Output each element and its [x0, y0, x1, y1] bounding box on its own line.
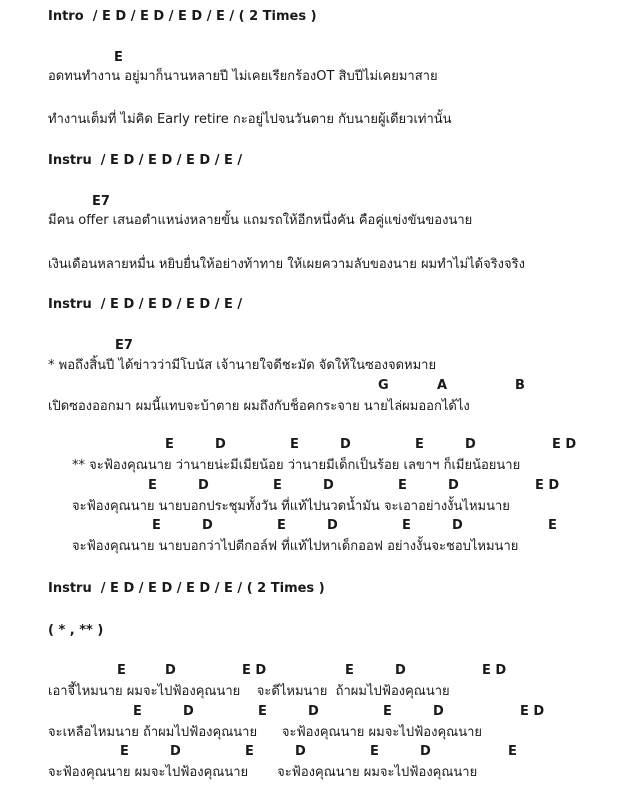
chord: E: [402, 518, 411, 533]
intro-line: Intro / E D / E D / E D / E / ( 2 Times ): [48, 9, 317, 24]
chord: D: [465, 437, 476, 452]
chord: B: [515, 378, 525, 393]
chord: E: [165, 437, 174, 452]
instru-line: Instru / E D / E D / E D / E / ( 2 Times ): [48, 581, 325, 596]
lyric-line: เปิดซองออกมา ผมนี้แทบจะบ้าตาย ผมถึงกับช็อคกระจาย นายไล่ผมออกได้ไง: [48, 399, 470, 414]
lyric-line: จะฟ้องคุณนาย นายบอกประชุมทั้งวัน ที่แท้ไปนวดน้ำมัน จะเอาอย่างงั้นไหมนาย: [72, 499, 510, 514]
lyric-line: อดทนทำงาน อยู่มาก็นานหลายปี ไม่เคยเรียกร้องOT สิบปีไม่เคยมาสาย: [48, 69, 438, 84]
chord: E D: [482, 663, 507, 678]
lyric-line: เอาจี้ไหมนาย ผมจะไปฟ้องคุณนาย จะดีไหมนาย ถ้าผมไปฟ้องคุณนาย: [48, 684, 450, 699]
chord: E: [277, 518, 286, 533]
chord: E: [120, 744, 129, 759]
chord: A: [437, 378, 448, 393]
chord: E: [114, 50, 123, 65]
chord: E: [415, 437, 424, 452]
chord: D: [327, 518, 338, 533]
chord: E D: [535, 478, 560, 493]
lyric-line: เงินเดือนหลายหมื่น หยิบยื่นให้อย่างท้าทาย ให้เผยความลับของนาย ผมทำไม่ได้จริงจริง: [48, 257, 525, 272]
chord: G: [378, 378, 389, 393]
chord: D: [295, 744, 306, 759]
chord: E: [152, 518, 161, 533]
chord: D: [198, 478, 209, 493]
chord: E7: [115, 338, 133, 353]
chord: D: [183, 704, 194, 719]
chord: E: [148, 478, 157, 493]
chord: E: [383, 704, 392, 719]
chord: D: [452, 518, 463, 533]
repeat-marker: ( * , ** ): [48, 623, 104, 638]
chord: D: [215, 437, 226, 452]
chord: E: [398, 478, 407, 493]
chord: D: [323, 478, 334, 493]
chord: E: [117, 663, 126, 678]
chord: E: [273, 478, 282, 493]
chord: E7: [92, 194, 110, 209]
chord: E: [370, 744, 379, 759]
chord: D: [165, 663, 176, 678]
chord: D: [448, 478, 459, 493]
chord: E D: [552, 437, 577, 452]
chord: D: [170, 744, 181, 759]
chord: D: [420, 744, 431, 759]
chord: E: [258, 704, 267, 719]
chord: E: [133, 704, 142, 719]
chord: E: [508, 744, 517, 759]
chord: E D: [520, 704, 545, 719]
lyric-line: จะเหลือไหมนาย ถ้าผมไปฟ้องคุณนาย จะฟ้องคุณนาย ผมจะไปฟ้องคุณนาย: [48, 725, 483, 740]
lyric-line: จะฟ้องคุณนาย ผมจะไปฟ้องคุณนาย จะฟ้องคุณนาย ผมจะไปฟ้องคุณนาย: [48, 765, 478, 780]
lyric-line: ทำงานเต็มที่ ไม่คิด Early retire กะอยู่ไปจนวันตาย กับนายผู้เดียวเท่านั้น: [48, 112, 452, 127]
chord: E: [345, 663, 354, 678]
instru-line: Instru / E D / E D / E D / E /: [48, 153, 243, 168]
chord: E: [290, 437, 299, 452]
instru-line: Instru / E D / E D / E D / E /: [48, 297, 243, 312]
chord: E: [245, 744, 254, 759]
lyric-line: * พอถึงสิ้นปี ได้ข่าวว่ามีโบนัส เจ้านายใจดีชะมัด จัดให้ในซองจดหมาย: [48, 358, 437, 373]
chord: D: [308, 704, 319, 719]
lyric-line: ** จะฟ้องคุณนาย ว่านายน่ะมีเมียน้อย ว่านายมีเด็กเป็นร้อย เลขาฯ ก็เมียน้อยนาย: [72, 458, 521, 473]
lyric-line: จะฟ้องคุณนาย นายบอกว่าไปตีกอล์ฟ ที่แท้ไปหาเด็กออฟ อย่างงั้นจะชอบไหมนาย: [72, 539, 519, 554]
chord: D: [395, 663, 406, 678]
lyric-line: มีคน offer เสนอตำแหน่งหลายขั้น แถมรถให้อีกหนึ่งคัน คือคู่แข่งขันของนาย: [48, 213, 473, 228]
chord: D: [340, 437, 351, 452]
chord: E: [548, 518, 557, 533]
chord: D: [202, 518, 213, 533]
chord: D: [433, 704, 444, 719]
chord: E D: [242, 663, 267, 678]
